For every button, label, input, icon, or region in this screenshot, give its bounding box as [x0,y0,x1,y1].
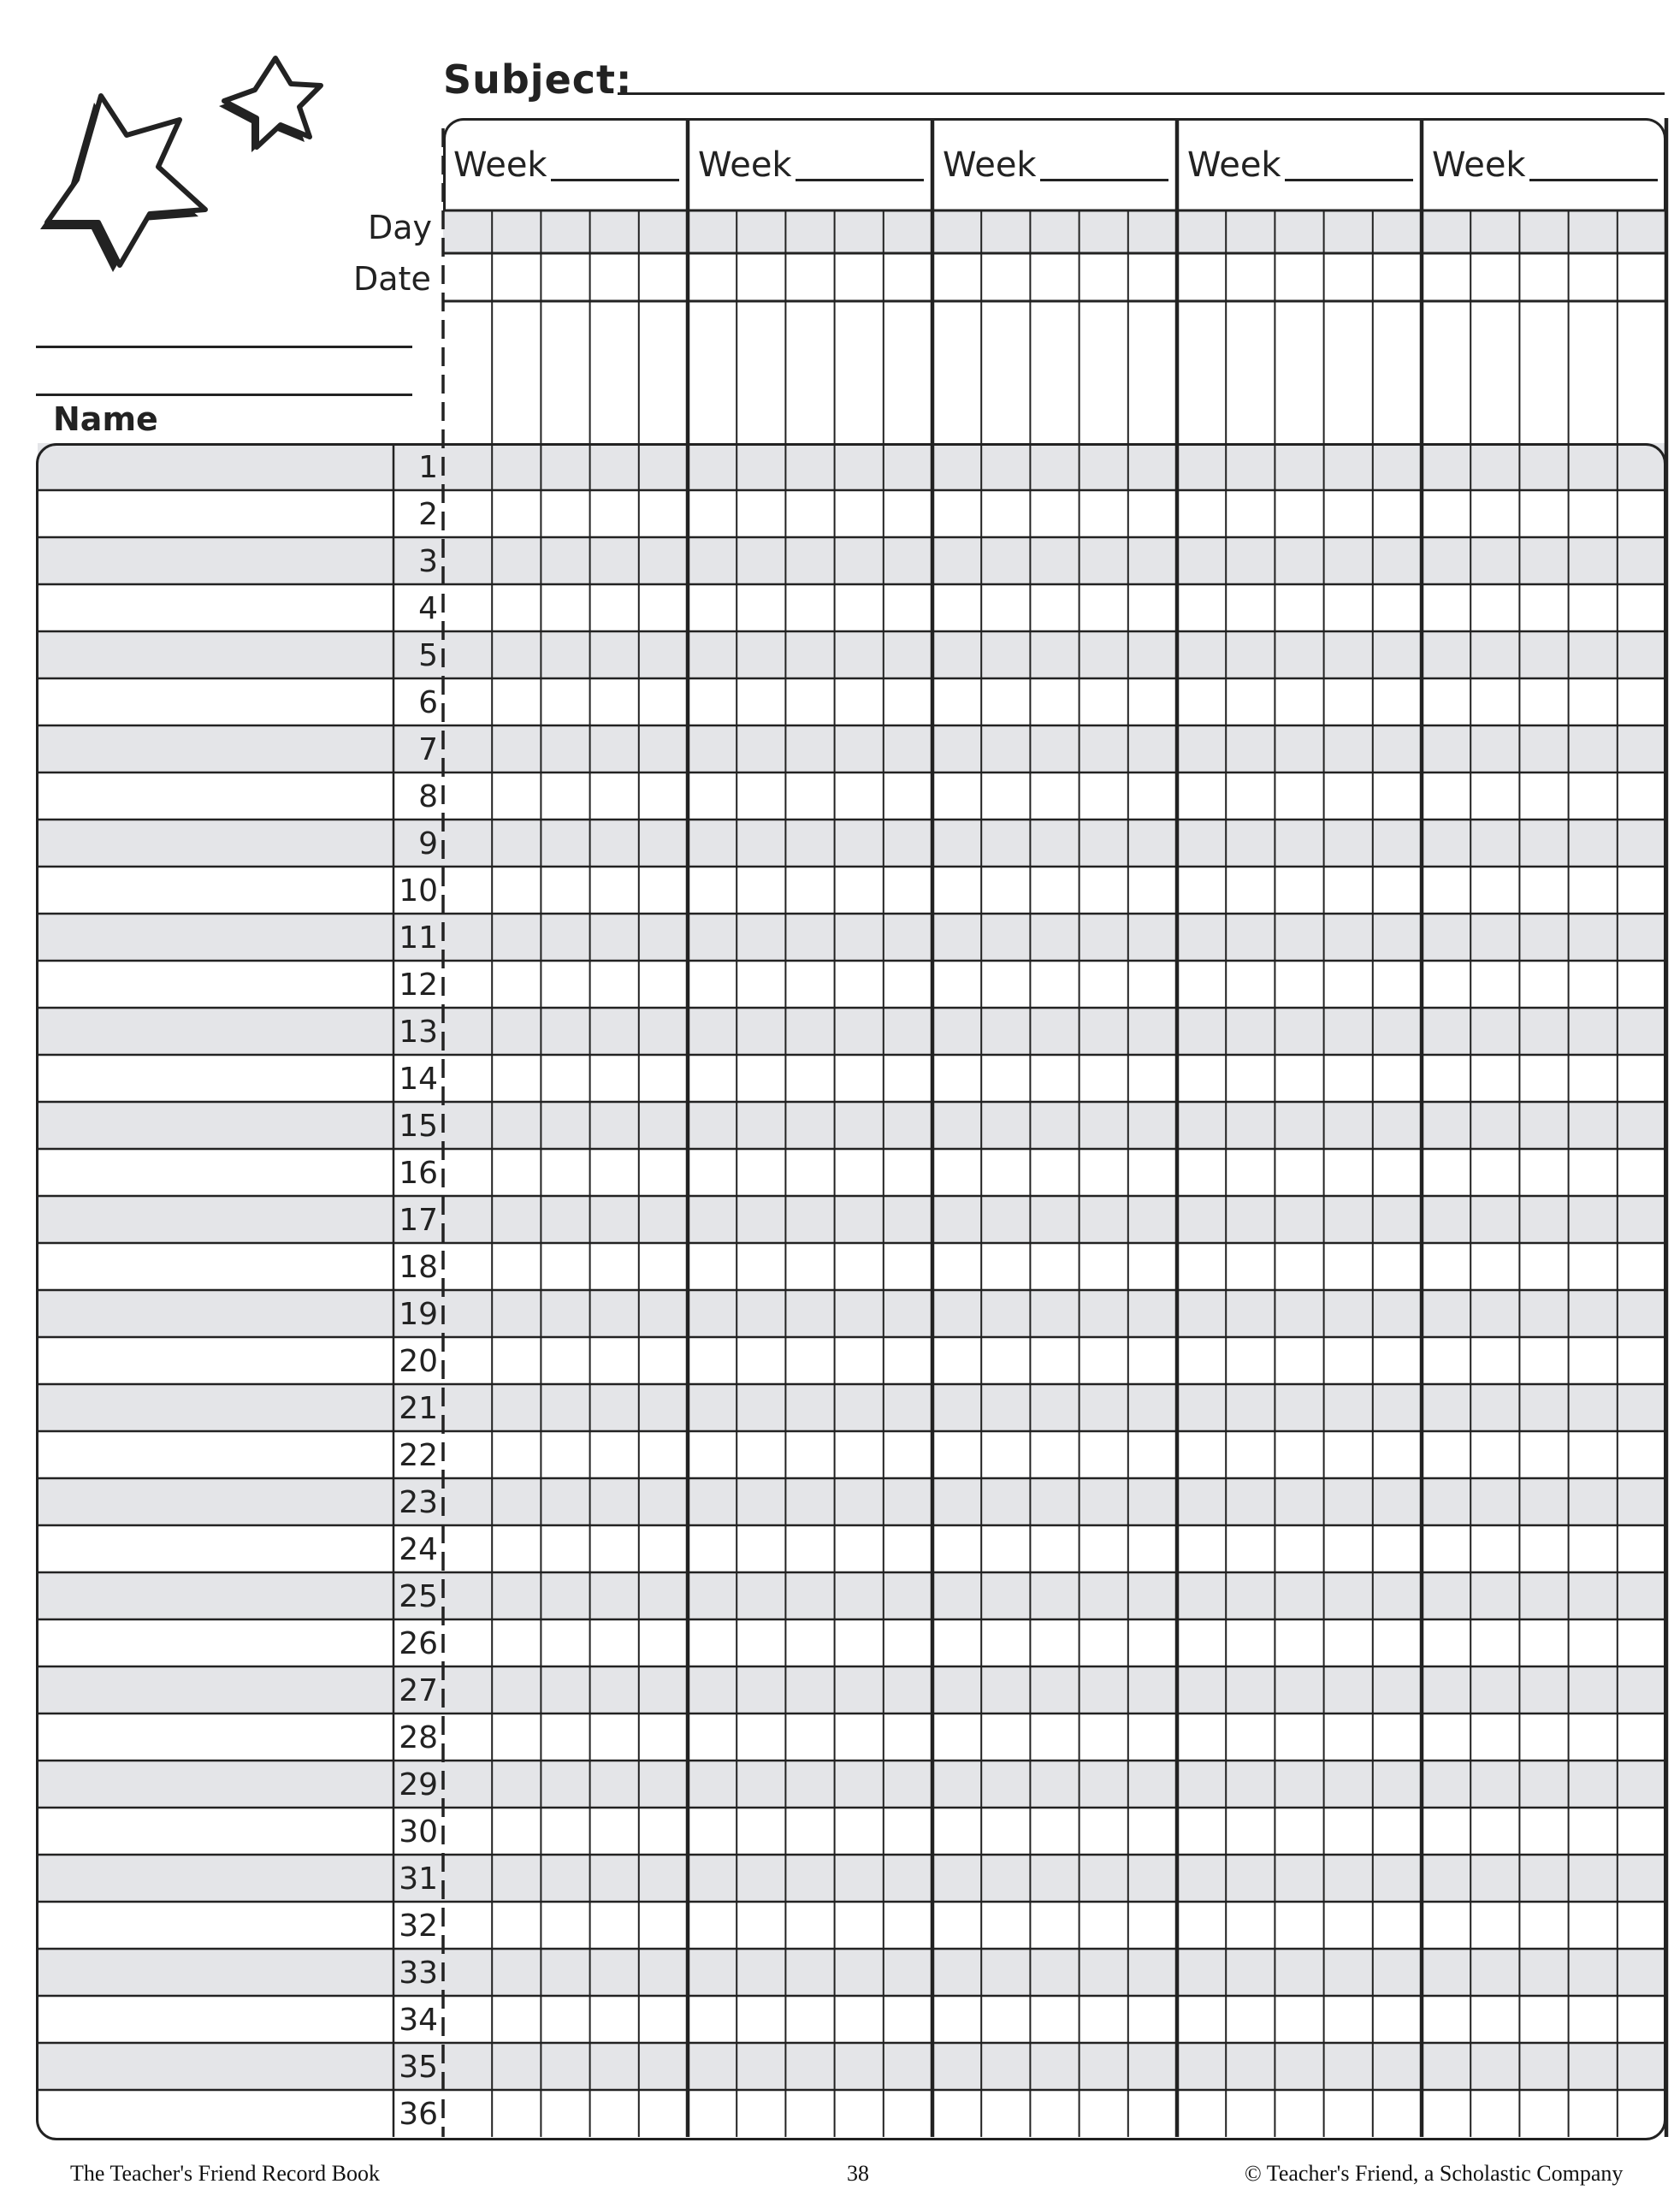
row-number: 18 [399,1250,438,1285]
footer-page-number: 38 [847,2161,869,2186]
row-number: 28 [399,1720,438,1755]
row-number: 21 [399,1391,438,1426]
row-number: 20 [399,1344,438,1379]
footer-book-title: The Teacher's Friend Record Book [70,2161,380,2186]
row-number: 3 [418,544,438,579]
row-number: 5 [418,638,438,673]
row-number: 34 [399,2003,438,2038]
row-number: 9 [418,826,438,861]
row-number: 4 [418,591,438,626]
subject-label: Subject: [443,56,633,103]
row-number: 33 [399,1956,438,1991]
day-label: Day [368,209,433,246]
row-number: 25 [399,1579,438,1614]
row-number: 1 [418,450,438,485]
row-number: 10 [399,873,438,909]
week-label: Week [1432,145,1526,185]
date-label: Date [353,260,431,298]
row-number: 15 [399,1109,438,1144]
row-number: 6 [418,685,438,720]
row-number: 30 [399,1814,438,1850]
row-number: 14 [399,1062,438,1097]
row-number: 8 [418,779,438,814]
row-number: 13 [399,1015,438,1050]
row-number: 26 [399,1626,438,1661]
week-label: Week [698,145,792,185]
day-row-shade [443,210,1666,253]
row-number: 22 [399,1438,438,1473]
name-label: Name [53,400,158,438]
row-number: 17 [399,1203,438,1238]
row-number: 27 [399,1673,438,1708]
row-number: 24 [399,1532,438,1567]
row-number: 29 [399,1767,438,1802]
row-number: 31 [399,1862,438,1897]
row-number: 16 [399,1156,438,1191]
footer-copyright: © Teacher's Friend, a Scholastic Company [1245,2161,1624,2186]
row-number: 2 [418,497,438,532]
row-number: 12 [399,968,438,1003]
row-number: 7 [418,732,438,767]
row-number: 32 [399,1909,438,1944]
row-number: 23 [399,1485,438,1520]
row-number: 19 [399,1297,438,1332]
week-label: Week [943,145,1037,185]
week-label: Week [1187,145,1281,185]
week-label: Week [453,145,547,185]
row-number: 11 [399,920,438,956]
row-number: 36 [399,2097,438,2132]
row-number: 35 [399,2050,438,2085]
